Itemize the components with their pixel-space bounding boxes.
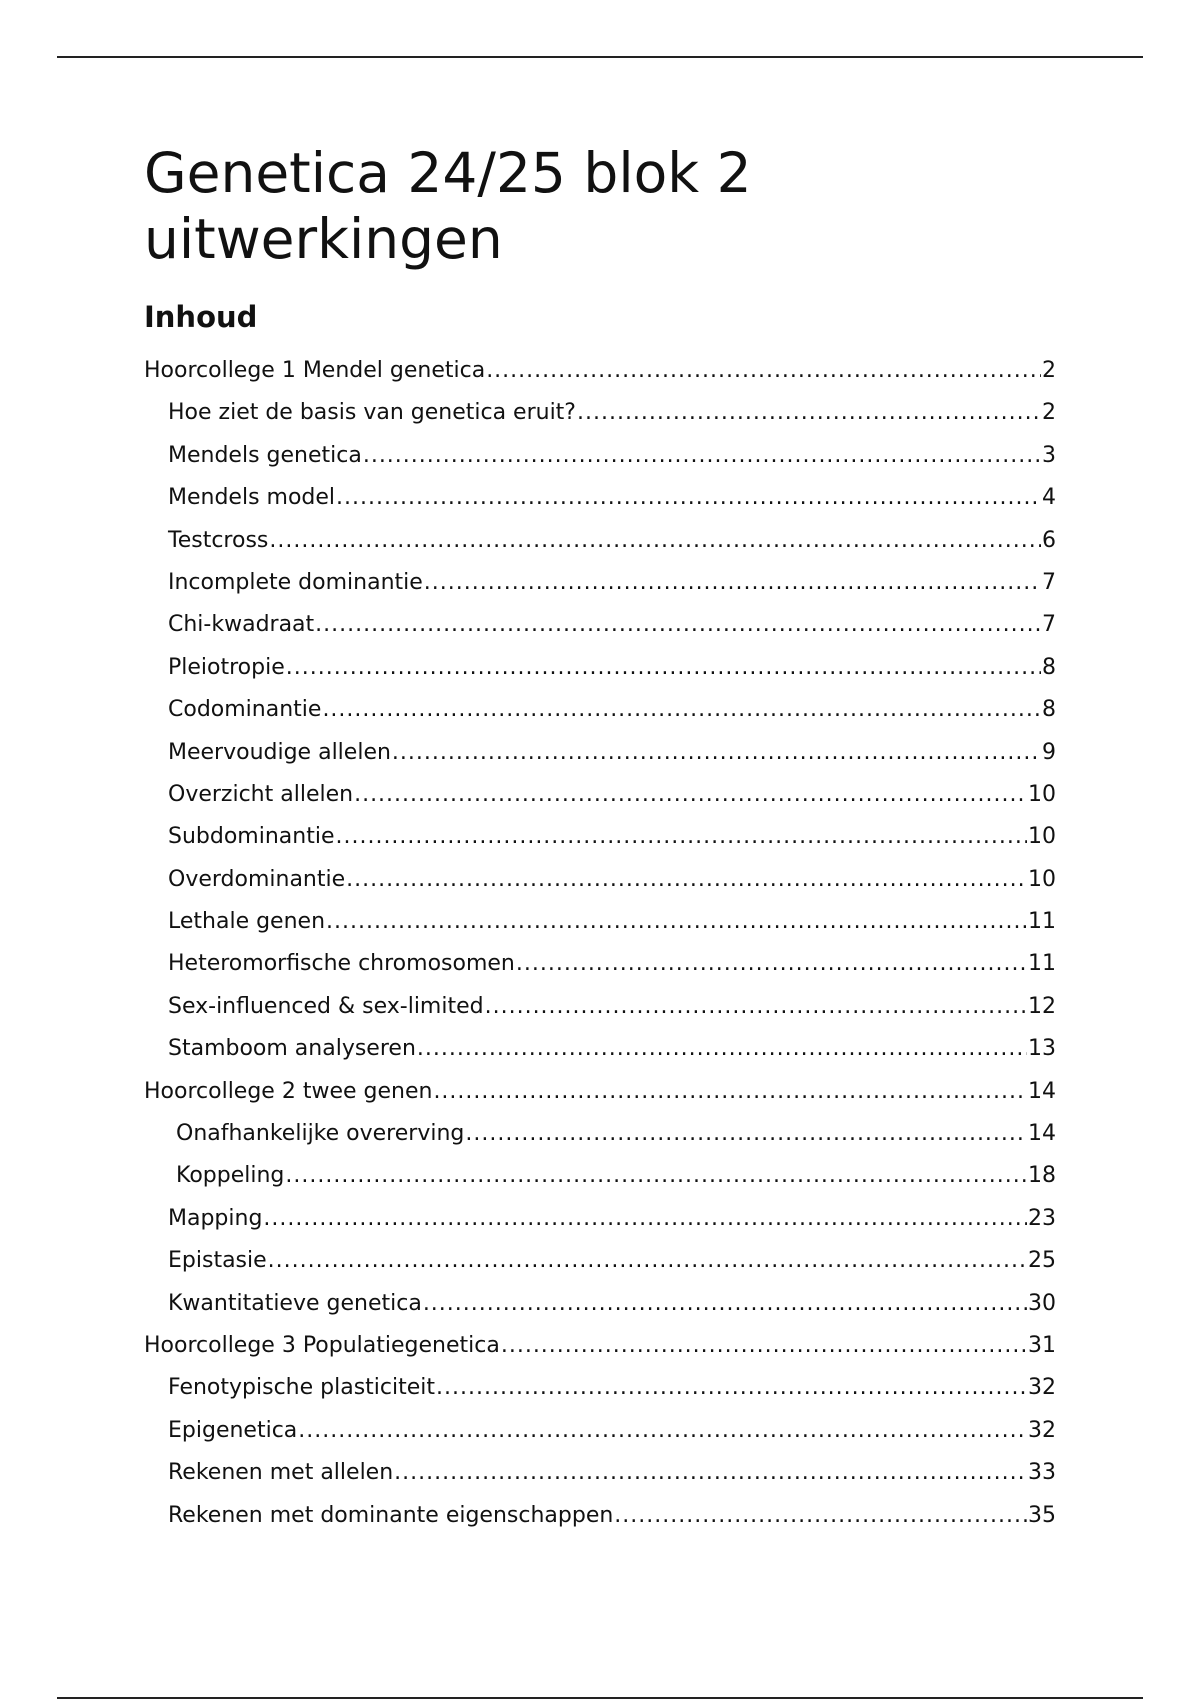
toc-entry[interactable] bbox=[144, 1367, 1056, 1409]
document-body bbox=[144, 140, 1056, 1528]
toc-entry[interactable] bbox=[144, 1240, 1056, 1282]
toc-entry-page-number: 14 bbox=[1028, 1078, 1056, 1104]
toc-entry[interactable] bbox=[144, 392, 1056, 434]
footer-rule bbox=[57, 1697, 1143, 1699]
toc-entry-page-number: 13 bbox=[1028, 1036, 1056, 1062]
toc-entry[interactable] bbox=[144, 435, 1056, 477]
toc-entry[interactable] bbox=[144, 1113, 1056, 1155]
toc-entry-page-number: 10 bbox=[1028, 866, 1056, 892]
toc-entry[interactable] bbox=[144, 859, 1056, 901]
toc-entry[interactable] bbox=[144, 1028, 1056, 1070]
toc-entry-page-number: 30 bbox=[1028, 1290, 1056, 1316]
toc-dot-leader bbox=[394, 1452, 1027, 1494]
toc-heading: Inhoud bbox=[144, 300, 258, 334]
toc-dot-leader bbox=[363, 435, 1041, 477]
toc-dot-leader bbox=[269, 520, 1041, 562]
toc-entry-label: Fenotypische plasticiteit bbox=[168, 1375, 436, 1401]
toc-entry-label: Koppeling bbox=[176, 1163, 285, 1189]
toc-dot-leader bbox=[263, 1198, 1027, 1240]
toc-entry-page-number: 35 bbox=[1028, 1502, 1056, 1528]
toc-entry-page-number: 8 bbox=[1042, 697, 1056, 723]
toc-entry-page-number: 9 bbox=[1042, 739, 1056, 765]
toc-entry-page-number: 10 bbox=[1028, 824, 1056, 850]
toc-dot-leader bbox=[424, 562, 1041, 604]
toc-entry[interactable] bbox=[144, 1325, 1056, 1367]
toc-entry-label: Epigenetica bbox=[168, 1417, 298, 1443]
toc-entry-page-number: 14 bbox=[1028, 1121, 1056, 1147]
toc-entry[interactable] bbox=[144, 689, 1056, 731]
toc-entry-page-number: 10 bbox=[1028, 781, 1056, 807]
document-title-line-1: Genetica 24/25 blok 2 bbox=[144, 141, 752, 205]
toc-dot-leader bbox=[346, 859, 1027, 901]
toc-entry[interactable] bbox=[144, 1495, 1056, 1537]
toc-entry[interactable] bbox=[144, 986, 1056, 1028]
toc-entry-label: Sex-influenced & sex-limited bbox=[168, 993, 484, 1019]
header-rule bbox=[57, 56, 1143, 58]
toc-dot-leader bbox=[285, 1155, 1027, 1197]
toc-dot-leader bbox=[485, 986, 1027, 1028]
toc-entry-label: Subdominantie bbox=[168, 824, 335, 850]
toc-dot-leader bbox=[417, 1028, 1027, 1070]
toc-entry-label: Meervoudige allelen bbox=[168, 739, 391, 765]
toc-dot-leader bbox=[354, 774, 1027, 816]
toc-entry-label: Mapping bbox=[168, 1205, 263, 1231]
toc-dot-leader bbox=[577, 392, 1041, 434]
toc-entry[interactable] bbox=[144, 520, 1056, 562]
toc-entry[interactable] bbox=[144, 901, 1056, 943]
toc-dot-leader bbox=[436, 1367, 1027, 1409]
toc-dot-leader bbox=[268, 1240, 1027, 1282]
toc-entry[interactable] bbox=[144, 562, 1056, 604]
toc-entry[interactable] bbox=[144, 350, 1056, 392]
toc-dot-leader bbox=[423, 1283, 1027, 1325]
toc-entry[interactable] bbox=[144, 732, 1056, 774]
toc-entry-page-number: 8 bbox=[1042, 654, 1056, 680]
document-title-line-2: uitwerkingen bbox=[144, 207, 503, 271]
toc-dot-leader bbox=[336, 477, 1041, 519]
toc-entry-label: Kwantitatieve genetica bbox=[168, 1290, 422, 1316]
toc-entry-label: Chi-kwadraat bbox=[168, 612, 315, 638]
toc-entry-page-number: 11 bbox=[1028, 909, 1056, 935]
toc-dot-leader bbox=[465, 1113, 1027, 1155]
toc-entry-label: Hoe ziet de basis van genetica eruit? bbox=[168, 400, 576, 426]
toc-entry-label: Lethale genen bbox=[168, 909, 326, 935]
toc-entry-label: Testcross bbox=[168, 527, 269, 553]
toc-dot-leader bbox=[486, 350, 1041, 392]
toc-entry[interactable] bbox=[144, 1071, 1056, 1113]
toc-entry-label: Pleiotropie bbox=[168, 654, 285, 680]
toc-entry-page-number: 2 bbox=[1042, 358, 1056, 383]
toc-dot-leader bbox=[286, 647, 1041, 689]
toc-dot-leader bbox=[433, 1071, 1027, 1113]
toc-dot-leader bbox=[501, 1325, 1027, 1367]
toc-entry-page-number: 25 bbox=[1028, 1248, 1056, 1274]
toc-entry-page-number: 3 bbox=[1042, 442, 1056, 468]
table-of-contents bbox=[144, 350, 1056, 1537]
toc-entry-page-number: 7 bbox=[1042, 569, 1056, 595]
toc-entry-label: Rekenen met dominante eigenschappen bbox=[168, 1502, 614, 1528]
toc-entry-page-number: 4 bbox=[1042, 485, 1056, 511]
document-title bbox=[144, 140, 1056, 272]
toc-entry-label: Hoorcollege 1 Mendel genetica bbox=[144, 358, 486, 383]
toc-entry-label: Heteromorfische chromosomen bbox=[168, 951, 515, 977]
toc-entry-page-number: 6 bbox=[1042, 527, 1056, 553]
toc-entry-page-number: 32 bbox=[1028, 1375, 1056, 1401]
toc-entry-label: Mendels genetica bbox=[168, 442, 362, 468]
toc-entry[interactable] bbox=[144, 1410, 1056, 1452]
toc-entry[interactable] bbox=[144, 604, 1056, 646]
toc-dot-leader bbox=[315, 604, 1041, 646]
toc-entry-label: Onafhankelijke overerving bbox=[176, 1121, 465, 1147]
toc-dot-leader bbox=[322, 689, 1041, 731]
toc-dot-leader bbox=[298, 1410, 1027, 1452]
toc-entry[interactable] bbox=[144, 1155, 1056, 1197]
toc-entry[interactable] bbox=[144, 816, 1056, 858]
toc-entry-label: Codominantie bbox=[168, 697, 322, 723]
toc-dot-leader bbox=[326, 901, 1027, 943]
toc-entry-label: Stamboom analyseren bbox=[168, 1036, 416, 1062]
toc-dot-leader bbox=[392, 732, 1041, 774]
toc-entry[interactable] bbox=[144, 943, 1056, 985]
toc-dot-leader bbox=[335, 816, 1027, 858]
toc-entry-page-number: 12 bbox=[1028, 993, 1056, 1019]
toc-entry-page-number: 32 bbox=[1028, 1417, 1056, 1443]
toc-entry-label: Rekenen met allelen bbox=[168, 1460, 394, 1486]
toc-entry-page-number: 7 bbox=[1042, 612, 1056, 638]
toc-entry[interactable] bbox=[144, 774, 1056, 816]
toc-entry-page-number: 18 bbox=[1028, 1163, 1056, 1189]
toc-entry[interactable] bbox=[144, 477, 1056, 519]
toc-entry-page-number: 23 bbox=[1028, 1205, 1056, 1231]
toc-entry-label: Overzicht allelen bbox=[168, 781, 354, 807]
toc-entry-label: Mendels model bbox=[168, 485, 336, 511]
toc-entry[interactable] bbox=[144, 1283, 1056, 1325]
toc-entry-page-number: 31 bbox=[1028, 1332, 1056, 1358]
toc-entry-page-number: 2 bbox=[1042, 400, 1056, 426]
toc-entry-label: Overdominantie bbox=[168, 866, 346, 892]
toc-entry-label: Hoorcollege 3 Populatiegenetica bbox=[144, 1332, 500, 1358]
toc-entry[interactable] bbox=[144, 1198, 1056, 1240]
toc-entry-page-number: 33 bbox=[1028, 1460, 1056, 1486]
toc-entry-label: Epistasie bbox=[168, 1248, 267, 1274]
toc-entry-label: Hoorcollege 2 twee genen bbox=[144, 1078, 433, 1104]
toc-dot-leader bbox=[614, 1495, 1027, 1537]
toc-entry[interactable] bbox=[144, 647, 1056, 689]
toc-entry-page-number: 11 bbox=[1028, 951, 1056, 977]
toc-entry[interactable] bbox=[144, 1452, 1056, 1494]
toc-dot-leader bbox=[516, 943, 1027, 985]
toc-entry-label: Incomplete dominantie bbox=[168, 569, 423, 595]
